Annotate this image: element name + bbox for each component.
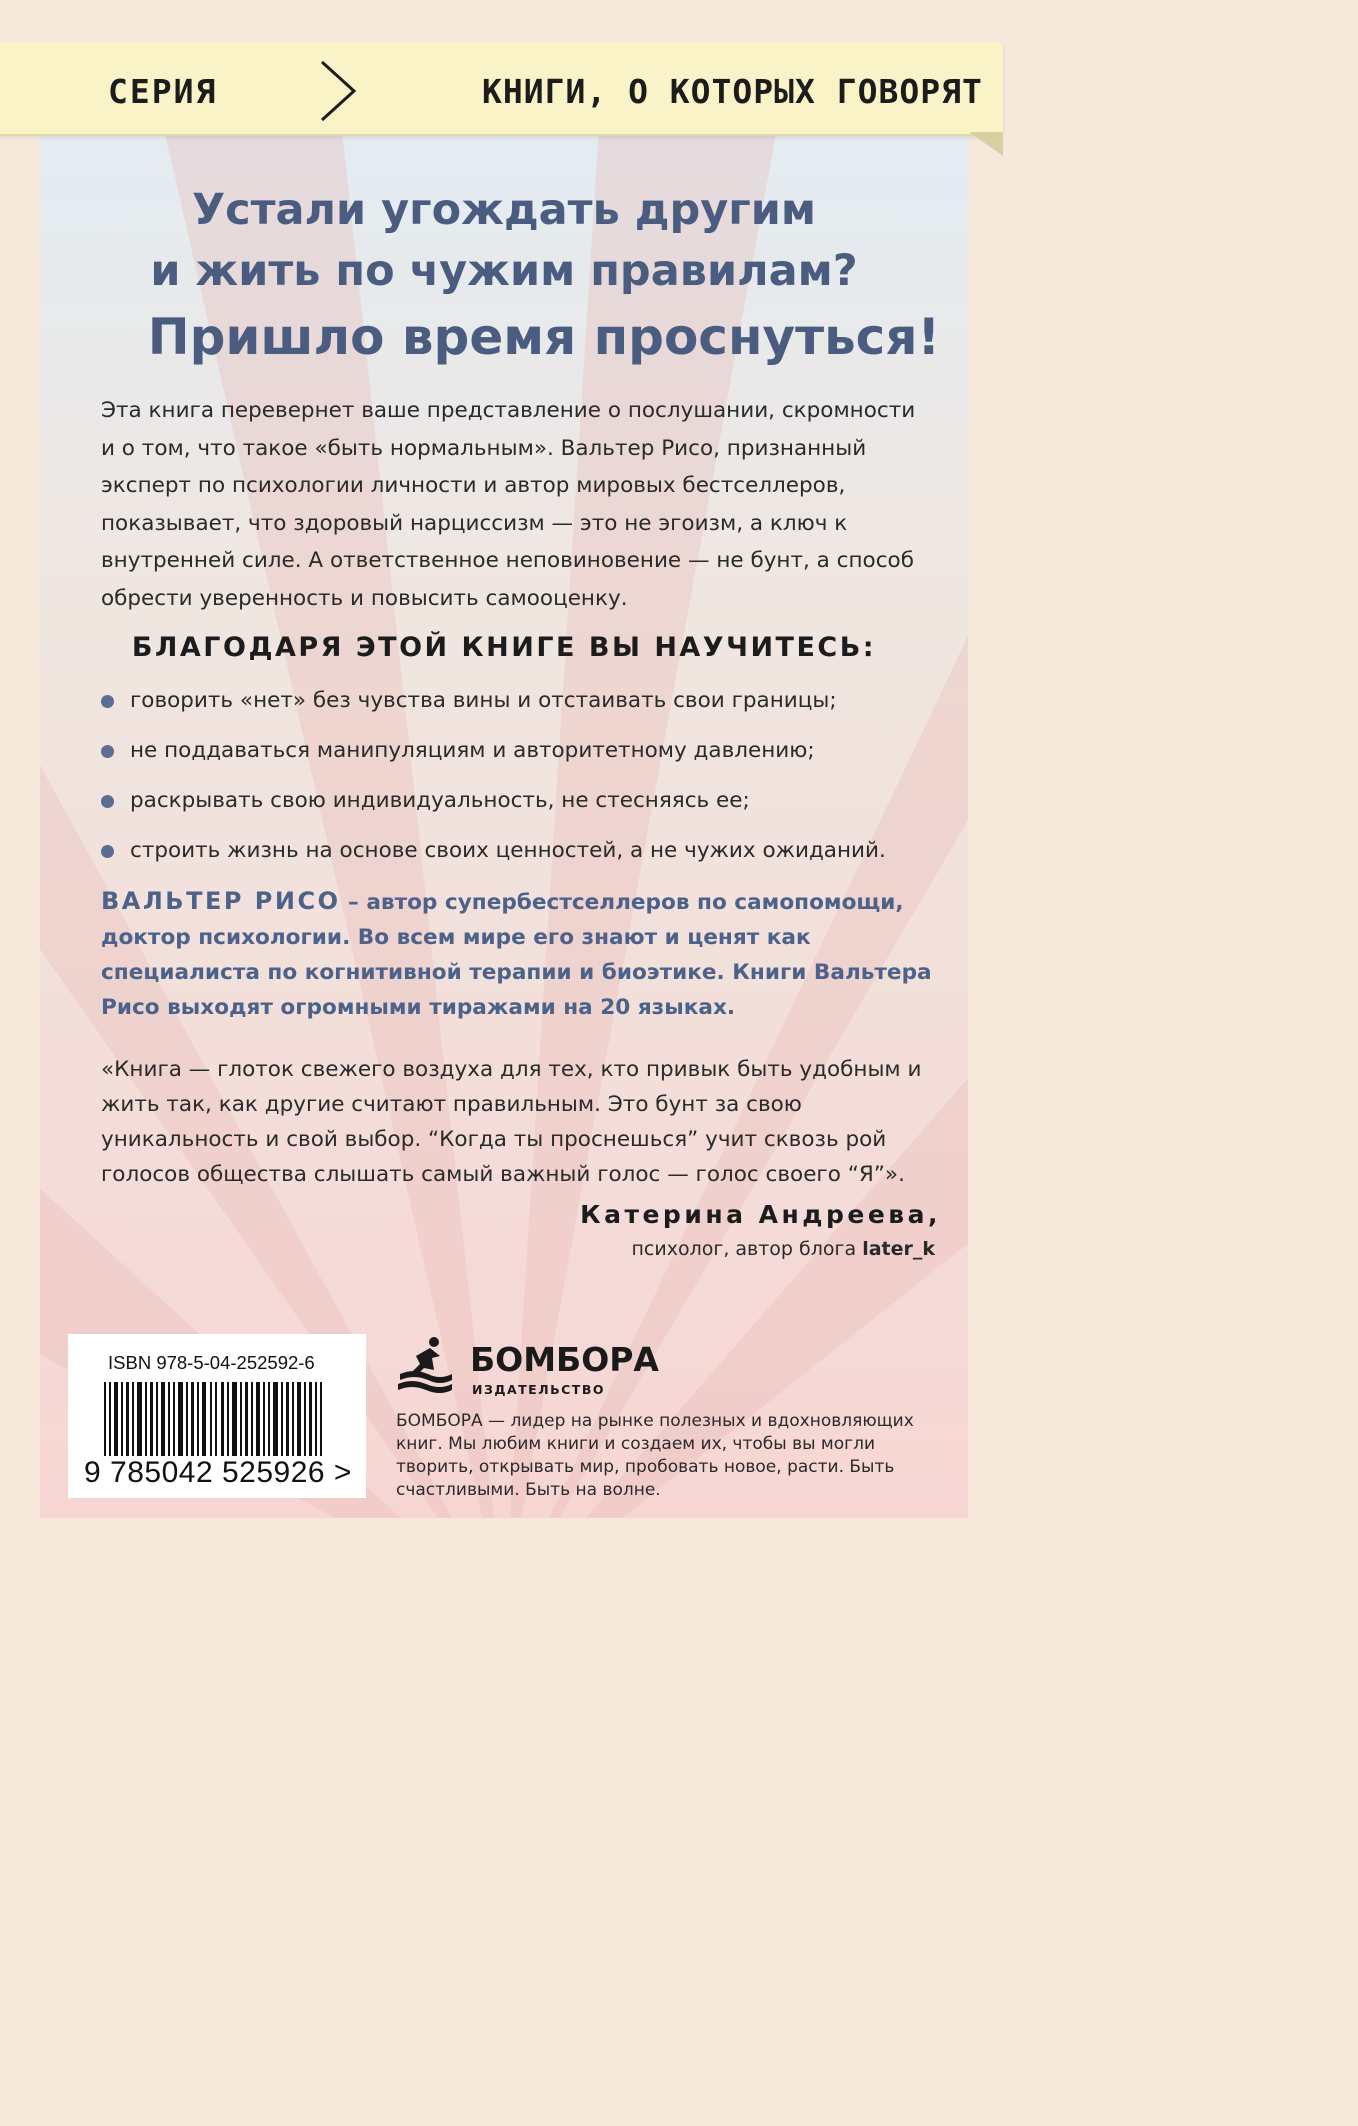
- learn-list: [101, 684, 941, 884]
- publisher-logo-name: БОМБОРА: [470, 1340, 659, 1379]
- author-bio-text: – автор супербестселлеров по самопомощи, доктор психологии. Во всем мире его знают и ценят как специалиста по когнитивной терапии и биоэтике. Книги Вальтера Рисо выходят огромными тиражами на 20 языках.: [101, 890, 932, 1020]
- author-bio: [101, 884, 951, 1025]
- bullet-icon: [101, 695, 114, 708]
- review-quote: «Книга — глоток свежего воздуха для тех, кто привык быть удобным и жить так, как другие считают правильным. Это бунт за свою уникальность и свой выбор. “Когда ты проснешься” учит сквозь рой голосов общества слышать самый важный голос — голос своего “Я”».: [101, 1057, 922, 1187]
- isbn-text: ISBN 978-5-04-252592-6: [108, 1352, 315, 1373]
- reviewer-blog-handle: later_k: [862, 1238, 935, 1260]
- list-item-text: раскрывать свою индивидуальность, не стесняясь ее;: [130, 788, 750, 813]
- headline-line-3: Пришло время проснуться!: [147, 308, 941, 366]
- bullet-icon: [101, 745, 114, 758]
- list-item: [101, 684, 941, 734]
- author-name: ВАЛЬТЕР РИСО: [101, 887, 341, 915]
- reviewer-role: [631, 1238, 935, 1260]
- bombora-surfer-icon: [394, 1334, 456, 1396]
- list-item-text: строить жизнь на основе своих ценностей, а не чужих ожиданий.: [130, 838, 886, 863]
- list-item: [101, 834, 941, 884]
- banner-fold: [969, 132, 1003, 156]
- barcode-digits: 9 785042 525926 >: [84, 1456, 352, 1489]
- headline-line-2: и жить по чужим правилам?: [150, 246, 858, 296]
- publisher-about: БОМБОРА — лидер на рынке полезных и вдохновляющих книг. Мы любим книги и создаем их, чтобы вы могли творить, открывать мир, пробовать новое, расти. Быть счастливыми. Быть на волне.: [396, 1411, 914, 1500]
- series-name: КНИГИ, О КОТОРЫХ ГОВОРЯТ: [482, 72, 983, 111]
- reviewer-role-text: психолог, автор блога: [631, 1238, 863, 1260]
- list-item: [101, 734, 941, 784]
- intro-paragraph: Эта книга перевернет ваше представление о послушании, скромности и о том, что такое «быть нормальным». Вальтер Рисо, признанный эксперт по психологии личности и автор мировых бестселлеров, показывает, что здоровый нарциссизм — это не эгоизм, а ключ к внутренней силе. А ответственное неповиновение — не бунт, а способ обрести уверенность и повысить самооценку.: [101, 398, 916, 611]
- barcode: [68, 1334, 366, 1498]
- list-item-text: не поддаваться манипуляциям и авторитетному давлению;: [130, 738, 815, 763]
- bullet-icon: [101, 795, 114, 808]
- series-label: СЕРИЯ: [108, 72, 218, 111]
- publisher-logo-sub: ИЗДАТЕЛЬСТВО: [472, 1382, 605, 1397]
- headline-line-1: Устали угождать другим: [191, 185, 817, 235]
- bullet-icon: [101, 845, 114, 858]
- learn-title: БЛАГОДАРЯ ЭТОЙ КНИГЕ ВЫ НАУЧИТЕСЬ:: [131, 632, 877, 663]
- chevron-right-icon: [318, 58, 360, 124]
- list-item: [101, 784, 941, 834]
- list-item-text: говорить «нет» без чувства вины и отстаивать свои границы;: [130, 688, 837, 713]
- reviewer-name: Катерина Андреева,: [580, 1200, 941, 1229]
